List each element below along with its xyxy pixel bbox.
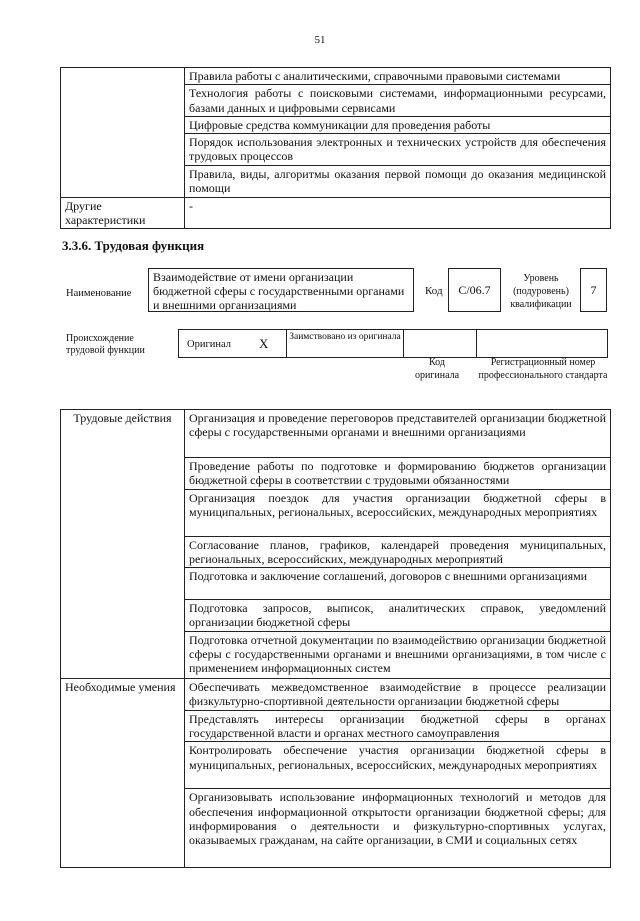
- other-characteristics-label: Другие характеристики: [61, 197, 185, 229]
- labor-action-item: Подготовка запросов, выписок, аналитических справок, уведомлений организации бюджетной сферы: [185, 600, 611, 632]
- origin-divider-3: [476, 330, 477, 357]
- origin-row: [178, 329, 608, 358]
- origin-label: Происхождение трудовой функции: [66, 333, 145, 356]
- origin-divider-2: [403, 330, 404, 357]
- knowledge-item: Правила работы с аналитическими, справочными правовыми системами: [185, 68, 611, 85]
- knowledge-item: Цифровые средства коммуникации для проведения работы: [185, 116, 611, 133]
- labor-action-item: Подготовка и заключение соглашений, договоров с внешними организациями: [185, 568, 611, 600]
- page-number: 51: [314, 34, 326, 46]
- original-mark: X: [259, 336, 269, 351]
- knowledge-item: Порядок использования электронных и технических устройств для обеспечения трудовых процессов: [185, 134, 611, 166]
- skill-item: Контролировать обеспечение участия организации бюджетной сферы в муниципальных, региональных, всероссийских, международных мероприятиях: [185, 742, 611, 789]
- skill-item: Обеспечивать межведомственное взаимодействие в процессе реализации физкультурно-спортивной деятельности организации бюджетной сферы: [185, 678, 611, 710]
- labor-action-item: Организация поездок для участия организации бюджетной сферы в муниципальных, региональных, всероссийских, международных мероприятиях: [185, 489, 611, 536]
- labor-action-item: Подготовка отчетной документации по взаимодействию организации бюджетной сферы с государственными органами и внешними организациями, в том числе с применением информационных систем: [185, 631, 611, 678]
- origin-divider-1: [286, 330, 287, 357]
- labor-action-item: Организация и проведение переговоров представителей организации бюджетной сферы с государственными органами и внешними организациями: [185, 410, 611, 458]
- name-label: Наименование: [66, 288, 132, 299]
- level-label: Уровень (подуровень) квалификации: [510, 273, 572, 310]
- knowledge-item: Технология работы с поисковыми системами, информационными ресурсами, базами данных и цифровыми сервисами: [185, 85, 611, 117]
- level-box: [580, 268, 607, 312]
- section-title: 3.3.6. Трудовая функция: [62, 238, 205, 253]
- knowledge-label-cell: [61, 68, 185, 198]
- reg-number-caption: Регистрационный номер профессионального стандарта: [478, 357, 608, 381]
- other-characteristics-value: -: [185, 197, 611, 229]
- labor-action-item: Согласование планов, графиков, календарей проведения муниципальных, региональных, всероссийских, международных мероприятий: [185, 536, 611, 568]
- code-original-caption: Код оригинала: [414, 357, 460, 381]
- labor-actions-label: Трудовые действия: [61, 410, 185, 679]
- labor-action-item: Проведение работы по подготовке и формированию бюджетов организации бюджетной сферы в соответствии с трудовыми обязанностями: [185, 458, 611, 490]
- borrowed-label: Заимствовано из оригинала: [289, 332, 401, 342]
- function-name-box: [148, 268, 414, 312]
- level-value: 7: [590, 283, 597, 297]
- knowledge-table: [60, 67, 611, 229]
- code-box: [448, 268, 501, 312]
- required-skills-label: Необходимые умения: [61, 678, 185, 868]
- function-name: Взаимодействие от имени организации бюджетной сферы с государственными органами и внешними организациями: [153, 270, 405, 312]
- knowledge-item: Правила, виды, алгоритмы оказания первой помощи до оказания медицинской помощи: [185, 165, 611, 197]
- original-label: Оригинал: [187, 339, 231, 350]
- skill-item: Представлять интересы организации бюджетной сферы в органах государственной власти и органах местного самоуправления: [185, 710, 611, 742]
- code-label: Код: [425, 285, 443, 297]
- function-table: [60, 409, 611, 868]
- skill-item: Организовывать использование информационных технологий и методов для обеспечения информационной открытости организации бюджетной сферы; для информирования о деятельности и физкультурно-спортивных услугах, оказываемых гражданам, на сайте организации, в СМИ и социальных сетях: [185, 789, 611, 868]
- code-value: C/06.7: [458, 283, 491, 297]
